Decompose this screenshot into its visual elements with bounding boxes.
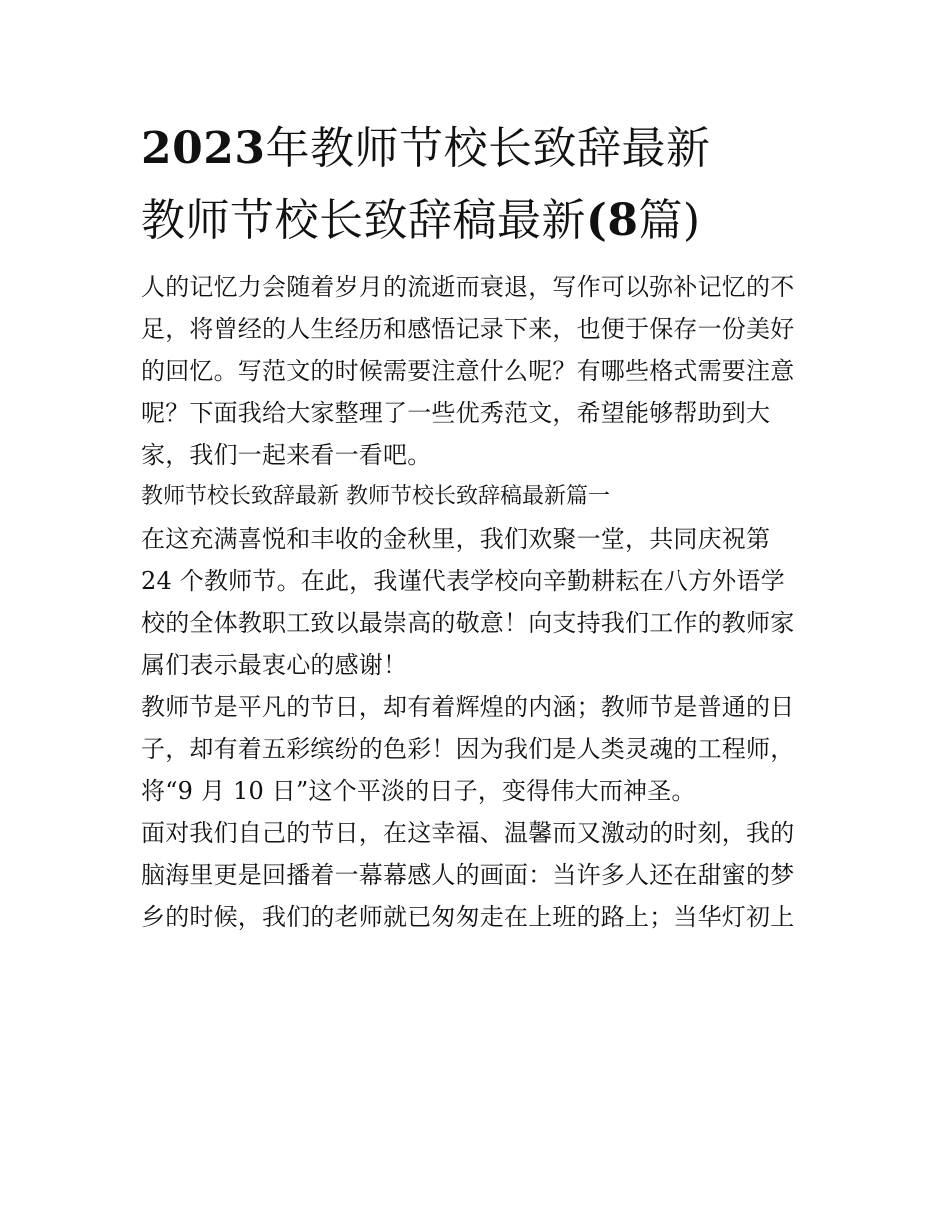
- intro-paragraph: [141, 266, 813, 476]
- title-line-1: [141, 118, 813, 180]
- text-line: 家，我们一起来看一看吧。: [141, 441, 432, 469]
- text-line: 乡的时候，我们的老师就已匆匆走在上班的路上；当华灯初上: [141, 903, 795, 931]
- text-line: 脑海里更是回播着一幕幕感人的画面：当许多人还在甜蜜的梦: [141, 861, 795, 889]
- document-body: [141, 266, 813, 938]
- section-paragraph: [141, 518, 813, 686]
- text-line: 子，却有着五彩缤纷的色彩！因为我们是人类灵魂的工程师，: [141, 735, 795, 763]
- section-heading: 教师节校长致辞最新 教师节校长致辞稿最新篇一: [141, 484, 610, 509]
- text-line: 校的全体教职工致以最崇高的敬意！向支持我们工作的教师家: [141, 609, 795, 637]
- text-line: 属们表示最衷心的感谢！: [141, 651, 408, 679]
- title-text-1: 年教师节校长致辞最新: [265, 123, 711, 174]
- text-line: 的回忆。写范文的时候需要注意什么呢？有哪些格式需要注意: [141, 357, 795, 385]
- text-line: 在这充满喜悦和丰收的金秋里，我们欢聚一堂，共同庆祝第: [141, 525, 771, 553]
- title-count: (8: [586, 195, 639, 246]
- text-line: 教师节是平凡的节日，却有着辉煌的内涵；教师节是普通的日: [141, 693, 795, 721]
- text-line: 将“9 月 10 日”这个平淡的日子，变得伟大而神圣。: [141, 777, 696, 805]
- section-paragraph: [141, 686, 813, 812]
- text-line: 面对我们自己的节日，在这幸福、温馨而又激动的时刻，我的: [141, 819, 795, 847]
- title-text-end: 篇): [638, 195, 701, 246]
- document-title: [141, 118, 813, 252]
- title-line-2: [141, 190, 813, 252]
- document-page: [141, 118, 813, 938]
- text-line: 24 个教师节。在此，我谨代表学校向辛勤耕耘在八方外语学: [141, 567, 785, 595]
- section-paragraph: [141, 812, 813, 938]
- text-line: 足，将曾经的人生经历和感悟记录下来，也便于保存一份美好: [141, 315, 795, 343]
- title-year: 2023: [141, 123, 266, 174]
- text-line: 呢？下面我给大家整理了一些优秀范文，希望能够帮助到大: [141, 399, 771, 427]
- text-line: 人的记忆力会随着岁月的流逝而衰退，写作可以弥补记忆的不: [141, 273, 795, 301]
- title-text-2: 教师节校长致辞稿最新: [141, 195, 586, 246]
